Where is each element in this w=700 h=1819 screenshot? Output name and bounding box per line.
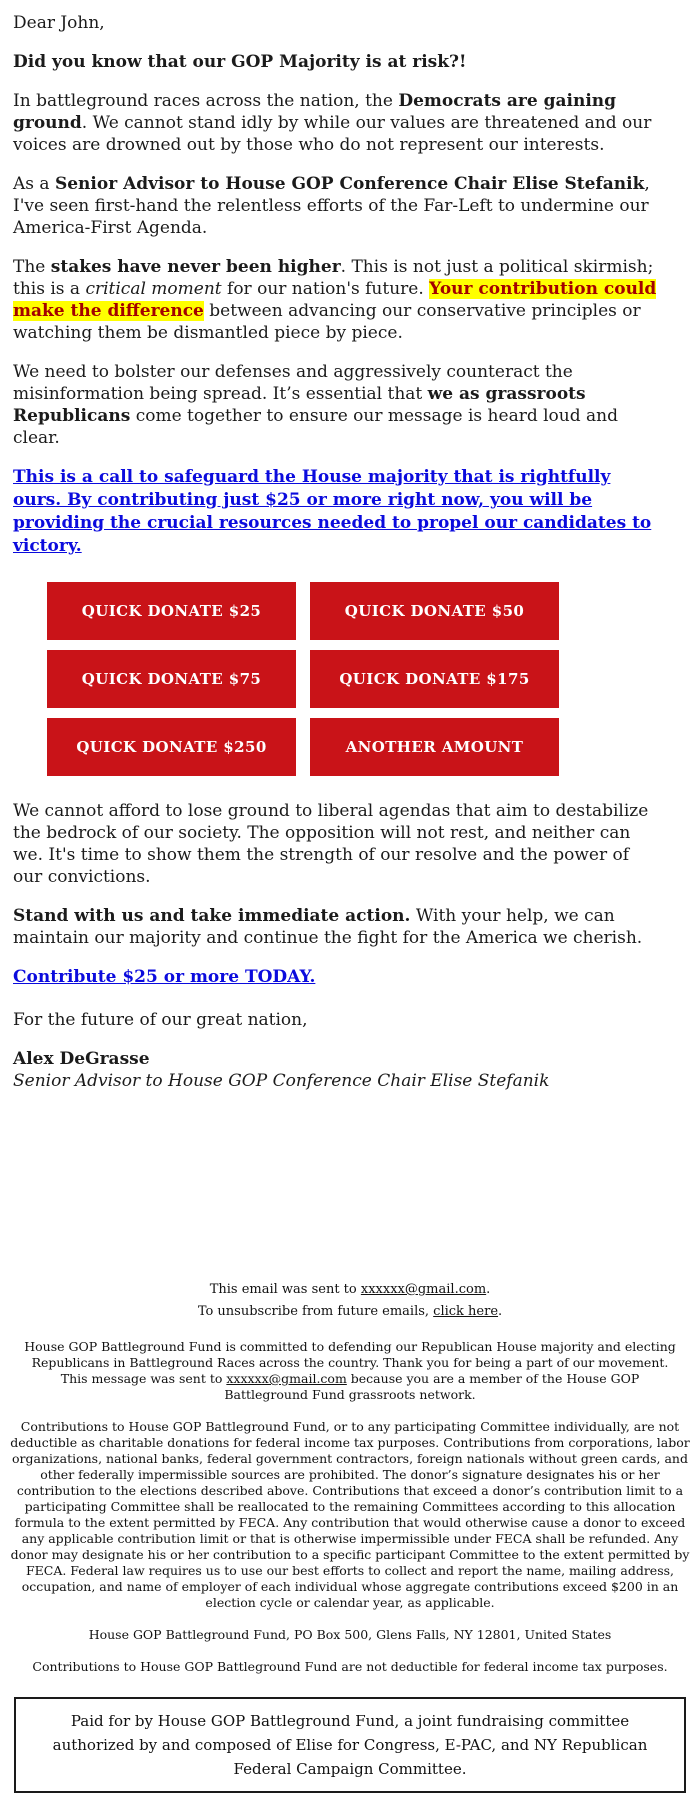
italic-run: critical moment bbox=[85, 279, 222, 299]
text-run: between advancing our conservative principles or watching them be dismantled piece by piece. bbox=[13, 301, 641, 343]
signature-title: Senior Advisor to House GOP Conference Chair Elise Stefanik bbox=[13, 1071, 550, 1091]
text-run: With your help, we can maintain our majority and continue the fight for the America we cherish. bbox=[13, 906, 643, 948]
text-run: The bbox=[13, 257, 51, 277]
bold-run: Senior Advisor to House GOP Conference Chair Elise Stefanik bbox=[54, 174, 645, 194]
text-run: To unsubscribe from future emails, bbox=[197, 1304, 434, 1319]
text-run: This email was sent to bbox=[209, 1282, 361, 1297]
highlighted-text: Your contribution could make the difference bbox=[13, 279, 657, 321]
spacer bbox=[0, 1109, 700, 1279]
unsubscribe-line bbox=[0, 1301, 700, 1323]
text-run: We need to bolster our defenses and aggressively counteract the misinformation being spread. It’s essential that bbox=[13, 362, 573, 404]
quick-donate-25-button[interactable]: QUICK DONATE $25 bbox=[47, 582, 296, 640]
paragraph-battleground bbox=[13, 90, 662, 156]
text-run: . We cannot stand idly by while our values are threatened and our voices are drowned out by those who do not represent our interests. bbox=[13, 113, 652, 155]
about-paragraph bbox=[0, 1339, 700, 1403]
recipient-email-link[interactable]: xxxxxx@gmail.com bbox=[360, 1282, 487, 1297]
paragraph-afford: We cannot afford to lose ground to liberal agendas that aim to destabilize the bedrock of our society. The opposition will not rest, and neither can we. It's time to show them the strength of our resolve and the power of our convictions. bbox=[13, 801, 649, 887]
text-run: . This is not just a political skirmish; this is a bbox=[13, 257, 654, 299]
bold-run: we as grassroots Republicans bbox=[13, 384, 586, 426]
bold-run: Stand with us and take immediate action. bbox=[13, 906, 411, 926]
text-run: , I've seen first-hand the relentless efforts of the Far-Left to undermine our America-First Agenda. bbox=[13, 174, 650, 238]
mailing-address: House GOP Battleground Fund, PO Box 500, Glens Falls, NY 12801, United States bbox=[88, 1627, 612, 1642]
paragraph-bolster bbox=[13, 361, 662, 449]
text-run: As a bbox=[13, 174, 55, 194]
unsubscribe-link[interactable]: click here bbox=[433, 1304, 499, 1319]
paid-for-text: Paid for by House GOP Battleground Fund, a joint fundraising committee authorized by and composed of Elise for Congress, E-PAC, and NY Republican Federal Campaign Committee. bbox=[52, 1712, 648, 1778]
text-run: for our nation's future. bbox=[221, 279, 430, 299]
email-footer bbox=[0, 1279, 700, 1793]
greeting: Dear John, bbox=[13, 13, 105, 33]
text-run: House GOP Battleground Fund is committed to defending our Republican House majority and electing Republicans in Battleground Races across the country. Thank you for being a part of our movement. This message was sent to bbox=[24, 1339, 676, 1386]
text-run: . bbox=[498, 1304, 503, 1319]
signature-name: Alex DeGrasse bbox=[13, 1049, 150, 1069]
text-run: . bbox=[486, 1282, 491, 1297]
paragraph-stakes bbox=[13, 256, 662, 344]
safeguard-majority-link[interactable]: This is a call to safeguard the House majority that is rightfully ours. By contributing just $25 or more right now, you will be providing the crucial resources needed to propel our candidates to victory. bbox=[13, 467, 652, 556]
text-run: come together to ensure our message is heard loud and clear. bbox=[13, 406, 618, 448]
paragraph-advisor bbox=[13, 173, 662, 239]
paragraph-stand bbox=[13, 905, 662, 949]
text-run: In battleground races across the nation, the bbox=[13, 91, 399, 111]
bold-run: stakes have never been higher bbox=[50, 257, 341, 277]
bold-run: Democrats are gaining ground bbox=[13, 91, 617, 133]
quick-donate-175-button[interactable]: QUICK DONATE $175 bbox=[310, 650, 559, 708]
quick-donate-grid bbox=[47, 582, 559, 776]
paid-for-disclaimer-box bbox=[14, 1697, 686, 1793]
sent-to-line bbox=[0, 1279, 700, 1301]
recipient-email-link[interactable]: xxxxxx@gmail.com bbox=[226, 1371, 347, 1386]
quick-donate-250-button[interactable]: QUICK DONATE $250 bbox=[47, 718, 296, 776]
quick-donate-50-button[interactable]: QUICK DONATE $50 bbox=[310, 582, 559, 640]
another-amount-button[interactable]: ANOTHER AMOUNT bbox=[310, 718, 559, 776]
quick-donate-75-button[interactable]: QUICK DONATE $75 bbox=[47, 650, 296, 708]
paragraph-closing: For the future of our great nation, bbox=[13, 1010, 308, 1030]
contribute-today-link[interactable]: Contribute $25 or more TODAY. bbox=[13, 967, 316, 987]
headline: Did you know that our GOP Majority is at risk?! bbox=[13, 52, 467, 72]
text-run: because you are a member of the House GOP Battleground Fund grassroots network. bbox=[224, 1371, 640, 1402]
legal-disclaimer-paragraph: Contributions to House GOP Battleground Fund, or to any participating Committee individually, are not deductible as charitable donations for federal income tax purposes. Contributions from corporations, labor organizations, national banks, federal government contractors, foreign nationals without green cards, and other federally impermissible sources are prohibited. The donor’s signature designates his or her contribution to the elections described above. Contributions that exceed a donor’s contribution limit to a participating Committee shall be reallocated to the remaining Committees according to this allocation formula to the extent permitted by FECA. Any contribution that would otherwise cause a donor to exceed any applicable contribution limit or that is otherwise impermissible under FECA shall be refunded. Any donor may designate his or her contribution to a specific participant Committee to the extent permitted by FECA. Federal law requires us to use our best efforts to collect and report the name, mailing address, occupation, and name of employer of each individual whose aggregate contributions exceed $200 in an election cycle or calendar year, as applicable. bbox=[10, 1419, 690, 1610]
not-deductible-line: Contributions to House GOP Battleground Fund are not deductible for federal income tax purposes. bbox=[32, 1659, 668, 1674]
